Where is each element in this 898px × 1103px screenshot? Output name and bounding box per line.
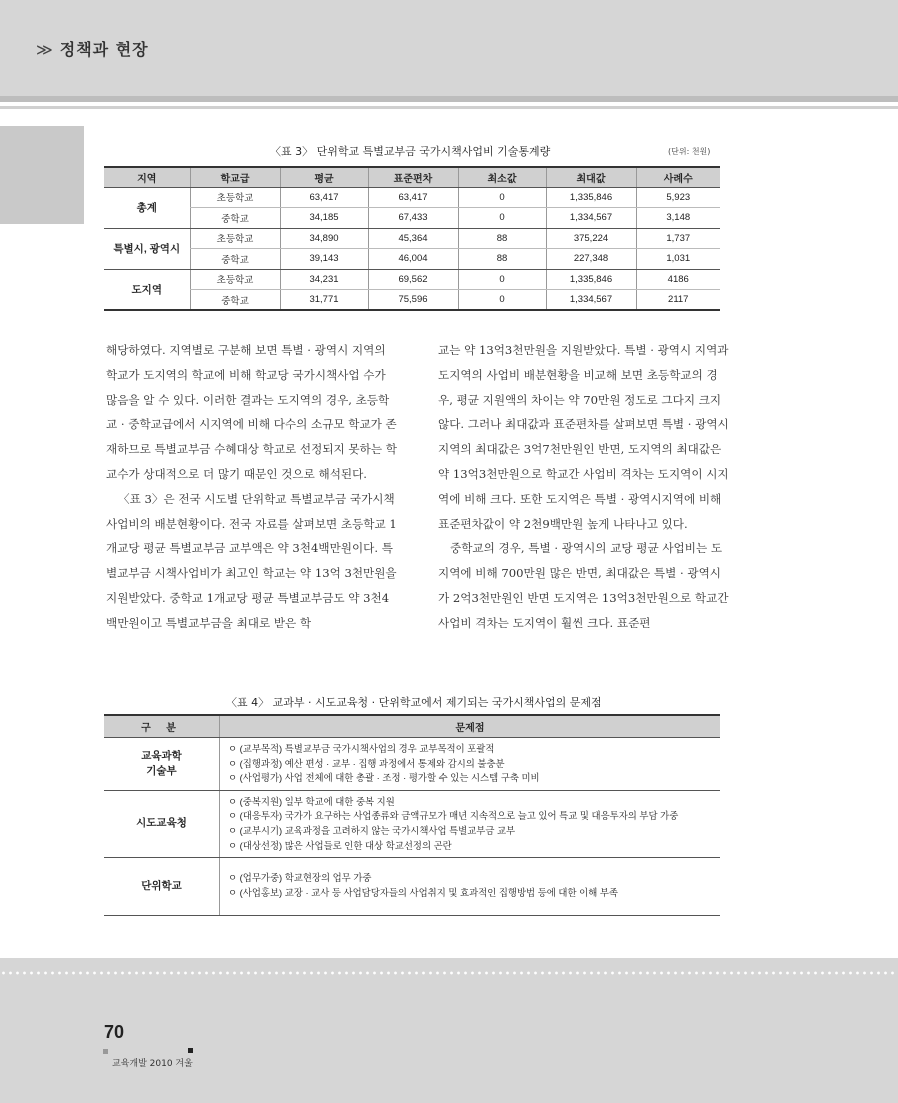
list-item: ㅇ (대상선정) 많은 사업들로 인한 대상 학교선정의 곤란 — [228, 839, 452, 851]
table-row — [104, 228, 720, 249]
level-cell: 중학교 — [190, 290, 280, 311]
level-cell: 초등학교 — [190, 187, 280, 208]
publication-title: 교육개발 2010 겨울 — [112, 1059, 193, 1069]
n-cell: 3,148 — [636, 208, 720, 229]
table3-header-row — [104, 167, 720, 187]
min-cell: 0 — [458, 208, 546, 229]
min-cell: 88 — [458, 249, 546, 270]
n-cell: 1,737 — [636, 228, 720, 249]
table-row — [104, 791, 720, 858]
table3-col-max: 최대값 — [546, 167, 636, 187]
list-item: ㅇ (교부목적) 특별교부금 국가시책사업의 경우 교부목적이 포괄적 — [228, 743, 495, 754]
table-row — [104, 858, 720, 916]
table3-col-region: 지역 — [104, 167, 190, 187]
mean-cell: 31,771 — [280, 290, 368, 311]
mean-cell: 63,417 — [280, 187, 368, 208]
table-row — [104, 208, 720, 229]
region-cell: 도지역 — [104, 269, 190, 310]
table-row — [104, 290, 720, 311]
problems-cell — [220, 791, 720, 857]
n-cell: 5,923 — [636, 187, 720, 208]
section-label — [36, 37, 149, 60]
n-cell: 1,031 — [636, 249, 720, 270]
table3-col-n: 사례수 — [636, 167, 720, 187]
sd-cell: 69,562 — [368, 269, 458, 290]
header-rule-thin — [0, 106, 898, 109]
max-cell: 1,335,846 — [546, 269, 636, 290]
list-item: ㅇ (사업홍보) 교장 · 교사 등 사업담당자들의 사업취지 및 효과적인 집행방법 등에 대한 이해 부족 — [228, 886, 618, 898]
table3-col-min: 최소값 — [458, 167, 546, 187]
body-column-right — [438, 338, 732, 636]
table4-caption: 〈표 4〉 교과부 · 시도교육청 · 단위학교에서 제기되는 국가시책사업의 문제점 — [226, 696, 602, 709]
table3-col-mean: 평균 — [280, 167, 368, 187]
list-item: ㅇ (업무가중) 학교현장의 업무 가중 — [228, 872, 372, 884]
page-number: 70 — [104, 1022, 125, 1042]
category-cell: 시도교육청 — [104, 791, 220, 857]
region-cell: 총계 — [104, 187, 190, 228]
max-cell: 227,348 — [546, 249, 636, 270]
table-row — [104, 187, 720, 208]
region-cell: 특별시, 광역시 — [104, 228, 190, 269]
max-cell: 1,334,567 — [546, 290, 636, 311]
list-item: ㅇ (사업평가) 사업 전체에 대한 총괄 · 조정 · 평가할 수 있는 시스템 구축 미비 — [228, 772, 540, 784]
table3-unit: (단위: 천원) — [668, 147, 711, 156]
side-tab — [0, 126, 84, 224]
square-bullet-icon — [103, 1049, 108, 1054]
list-item: ㅇ (집행과정) 예산 편성 · 교부 · 집행 과정에서 통제와 감시의 불충분 — [228, 757, 505, 769]
max-cell: 375,224 — [546, 228, 636, 249]
mean-cell: 34,185 — [280, 208, 368, 229]
paragraph: 중학교의 경우, 특별 · 광역시의 교당 평균 사업비는 도지역에 비해 700만원 많은 반면, 최대값은 특별 · 광역시가 2억3천만원인 반면 도지역은 13억3천만원으로 학교간 사업비 격차는 도지역이 훨씬 크다. 표준편 — [438, 541, 729, 630]
table4 — [104, 714, 720, 916]
category-cell: 단위학교 — [104, 858, 220, 915]
mean-cell: 39,143 — [280, 249, 368, 270]
table4-col-category: 구 분 — [104, 716, 220, 737]
table-row — [104, 249, 720, 270]
sd-cell: 67,433 — [368, 208, 458, 229]
list-item: ㅇ (대응투자) 국가가 요구하는 사업종류와 금액규모가 매년 지속적으로 늘고 있어 특교 및 대응투자의 부담 가중 — [228, 810, 679, 822]
square-bullet-icon — [188, 1048, 193, 1053]
list-item: ㅇ (중복지원) 일부 학교에 대한 중복 지원 — [228, 795, 395, 807]
max-cell: 1,334,567 — [546, 208, 636, 229]
section-title: 정책과 현장 — [59, 40, 149, 59]
max-cell: 1,335,846 — [546, 187, 636, 208]
table3 — [104, 166, 720, 311]
n-cell: 4186 — [636, 269, 720, 290]
sd-cell: 46,004 — [368, 249, 458, 270]
table4-col-problems: 문제점 — [455, 723, 485, 734]
sd-cell: 63,417 — [368, 187, 458, 208]
n-cell: 2117 — [636, 290, 720, 311]
min-cell: 0 — [458, 269, 546, 290]
min-cell: 0 — [458, 290, 546, 311]
paragraph: 교는 약 13억3천만원을 지원받았다. 특별 · 광역시 지역과 도지역의 사업비 배분현황을 비교해 보면 초등학교의 경우, 평균 지원액의 차이는 약 70만원 정도로 그다지 크지 않다. 그러나 최대값과 표준편차를 살펴보면 특별 · 광역시 지역의 최대값은 3억7천만원인 반면, 도지역의 최대값은 약 13억3천만원으로 학교간 사업비 격차는 도지역이 시지역에 비해 크다. 또한 도지역은 특별 · 광역시지역에 비해 표준편차값이 약 2천9백만원 높게 나타나고 있다. — [438, 343, 729, 531]
min-cell: 0 — [458, 187, 546, 208]
table3-col-level: 학교급 — [190, 167, 280, 187]
category-cell: 교육과학 기술부 — [104, 738, 220, 790]
level-cell: 초등학교 — [190, 269, 280, 290]
dotted-divider — [0, 970, 898, 976]
table3-col-sd: 표준편차 — [368, 167, 458, 187]
min-cell: 88 — [458, 228, 546, 249]
sd-cell: 45,364 — [368, 228, 458, 249]
level-cell: 초등학교 — [190, 228, 280, 249]
level-cell: 중학교 — [190, 249, 280, 270]
mean-cell: 34,231 — [280, 269, 368, 290]
paragraph: 〈표 3〉은 전국 시도별 단위학교 특별교부금 국가시책사업비의 배분현황이다. 전국 자료를 살펴보면 초등학교 1개교당 평균 특별교부금 교부액은 약 3천4백만원이다. 특별교부금 시책사업비가 최고인 학교는 약 13억 3천만원을 지원받았다. 중학교 1개교당 평균 특별교부금도 약 3천4백만원이고 특별교부금을 최대로 받은 학 — [106, 491, 397, 630]
body-column-left — [106, 338, 400, 636]
table-row — [104, 738, 720, 791]
table-row — [104, 269, 720, 290]
footer-band — [0, 958, 898, 1103]
table3-caption: 〈표 3〉 단위학교 특별교부금 국가시책사업비 기술통계량 — [270, 145, 551, 158]
problems-cell — [220, 858, 720, 915]
list-item: ㅇ (교부시기) 교육과정을 고려하지 않는 국가시책사업 특별교부금 교부 — [228, 824, 516, 836]
mean-cell: 34,890 — [280, 228, 368, 249]
paragraph: 해당하였다. 지역별로 구분해 보면 특별 · 광역시 지역의 학교가 도지역의 학교에 비해 학교당 국가시책사업 수가 많음을 알 수 있다. 이러한 결과는 도지역의 경우, 초등학교 · 중학교급에서 시지역에 비해 다수의 소규모 학교가 존재하므로 특별교부금 수혜대상 학교로 선정되지 못하는 학교수가 상대적으로 더 많기 때문인 것으로 해석된다. — [106, 343, 397, 481]
problems-cell — [220, 738, 720, 790]
double-chevron-icon: ≫ — [36, 40, 54, 59]
table4-header-row — [104, 716, 720, 738]
sd-cell: 75,596 — [368, 290, 458, 311]
level-cell: 중학교 — [190, 208, 280, 229]
